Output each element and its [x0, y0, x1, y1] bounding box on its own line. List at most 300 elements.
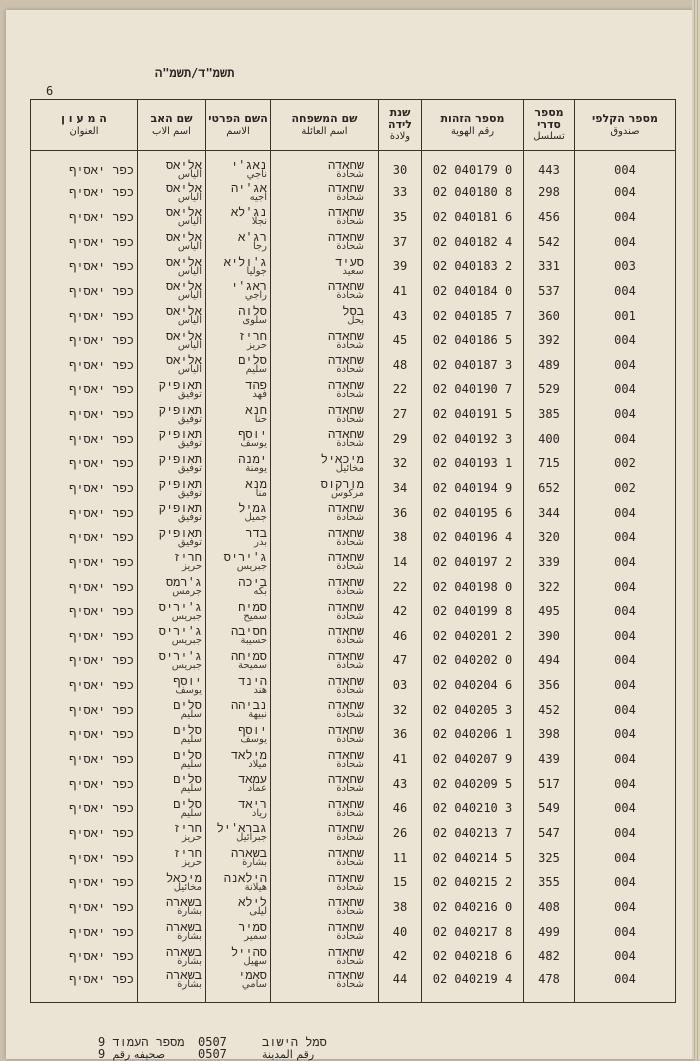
- birth-year-cell: 39: [379, 254, 422, 279]
- address-cell: כפר יאסיף: [31, 303, 138, 328]
- id-number-cell: 02 040192 3: [422, 426, 524, 451]
- birth-year-cell: 37: [379, 229, 422, 254]
- ballot-box-cell: 004: [575, 328, 676, 353]
- birth-year-cell: 22: [379, 574, 422, 599]
- table-row: [31, 550, 676, 575]
- ballot-box-cell: 004: [575, 648, 676, 673]
- serial-number-cell: 356: [524, 673, 575, 698]
- ballot-box-cell: 004: [575, 500, 676, 525]
- father-name-cell: ג'יריס جبريس: [138, 648, 206, 673]
- father-name-cell: ג'רמס جرمس: [138, 574, 206, 599]
- birth-year-cell: 46: [379, 796, 422, 821]
- address-cell: כפר יאסיף: [31, 254, 138, 279]
- ballot-box-cell: 004: [575, 870, 676, 895]
- ballot-box-cell: 004: [575, 821, 676, 846]
- birth-year-cell: 14: [379, 550, 422, 575]
- table-row: [31, 402, 676, 427]
- address-cell: כפר יאסיף: [31, 599, 138, 624]
- father-name-cell: סלים سليم: [138, 796, 206, 821]
- ballot-box-cell: 004: [575, 352, 676, 377]
- address-cell: כפר יאסיף: [31, 895, 138, 920]
- family-name-cell: שחאדה شحادة: [271, 845, 379, 870]
- first-name-cell: נאג'י ناجي: [206, 151, 271, 181]
- serial-number-cell: 517: [524, 771, 575, 796]
- col-header-family: שם המשפחה اسم العائلة: [271, 100, 379, 151]
- ballot-box-cell: 004: [575, 624, 676, 649]
- id-number-cell: 02 040206 1: [422, 722, 524, 747]
- id-number-cell: 02 040213 7: [422, 821, 524, 846]
- first-name-cell: יוסף يوسف: [206, 722, 271, 747]
- father-name-cell: סלים سليم: [138, 747, 206, 772]
- address-cell: כפר יאסיף: [31, 574, 138, 599]
- voter-register-table: [30, 99, 676, 1003]
- first-name-cell: חסיבה حسيبة: [206, 624, 271, 649]
- address-cell: כפר יאסיף: [31, 525, 138, 550]
- family-name-cell: שחאדה شحادة: [271, 328, 379, 353]
- table-row: [31, 624, 676, 649]
- serial-number-cell: 443: [524, 151, 575, 181]
- family-name-cell: סעיד سعيد: [271, 254, 379, 279]
- id-number-cell: 02 040194 9: [422, 476, 524, 501]
- first-name-cell: סלוה سلوى: [206, 303, 271, 328]
- father-name-cell: תאופיק توفيق: [138, 451, 206, 476]
- first-name-cell: חריז حريز: [206, 328, 271, 353]
- serial-number-cell: 478: [524, 969, 575, 1003]
- col-header-father: שם האב اسم الاب: [138, 100, 206, 151]
- family-name-cell: שחאדה شحادة: [271, 599, 379, 624]
- id-number-cell: 02 040190 7: [422, 377, 524, 402]
- address-cell: כפר יאסיף: [31, 624, 138, 649]
- serial-number-cell: 360: [524, 303, 575, 328]
- first-name-cell: בדר بدر: [206, 525, 271, 550]
- table-row: [31, 328, 676, 353]
- ballot-box-cell: 004: [575, 205, 676, 230]
- father-name-cell: אליאס الياس: [138, 254, 206, 279]
- family-name-cell: שחאדה شحادة: [271, 944, 379, 969]
- father-name-cell: תאופיק توفيق: [138, 476, 206, 501]
- father-name-cell: סלים سليم: [138, 771, 206, 796]
- family-name-cell: שחאדה شحادة: [271, 205, 379, 230]
- family-name-cell: שחאדה شحادة: [271, 673, 379, 698]
- family-name-cell: שחאדה شحادة: [271, 919, 379, 944]
- ballot-box-cell: 004: [575, 426, 676, 451]
- father-name-cell: אליאס الياس: [138, 279, 206, 304]
- family-name-cell: שחאדה شحادة: [271, 550, 379, 575]
- table-row: [31, 352, 676, 377]
- table-row: [31, 205, 676, 230]
- id-number-cell: 02 040199 8: [422, 599, 524, 624]
- family-name-cell: שחאדה شحادة: [271, 229, 379, 254]
- ballot-box-cell: 004: [575, 771, 676, 796]
- birth-year-cell: 47: [379, 648, 422, 673]
- birth-year-cell: 35: [379, 205, 422, 230]
- first-name-cell: פהד فهد: [206, 377, 271, 402]
- table-row: [31, 151, 676, 181]
- table-row: [31, 229, 676, 254]
- ballot-box-cell: 003: [575, 254, 676, 279]
- page-edge: [692, 0, 700, 1059]
- address-cell: כפר יאסיף: [31, 722, 138, 747]
- birth-year-cell: 42: [379, 599, 422, 624]
- serial-number-cell: 344: [524, 500, 575, 525]
- address-cell: כפר יאסיף: [31, 229, 138, 254]
- first-name-cell: הילאנה هيلانة: [206, 870, 271, 895]
- ballot-box-cell: 004: [575, 944, 676, 969]
- footer-settlement-label: סמל הישוב رقم المدينة: [262, 1035, 327, 1061]
- page-number: 6: [46, 84, 54, 98]
- col-header-birth: שנת לידה ولادة: [379, 100, 422, 151]
- first-name-cell: ביכה بكه: [206, 574, 271, 599]
- table-row: [31, 747, 676, 772]
- birth-year-cell: 45: [379, 328, 422, 353]
- first-name-cell: סהייל سهيل: [206, 944, 271, 969]
- father-name-cell: אליאס الياس: [138, 352, 206, 377]
- serial-number-cell: 385: [524, 402, 575, 427]
- serial-number-cell: 549: [524, 796, 575, 821]
- ballot-box-cell: 004: [575, 279, 676, 304]
- first-name-cell: סמיח سميح: [206, 599, 271, 624]
- birth-year-cell: 46: [379, 624, 422, 649]
- family-name-cell: שחאדה شحادة: [271, 969, 379, 1003]
- father-name-cell: אליאס الياس: [138, 151, 206, 181]
- table-row: [31, 771, 676, 796]
- birth-year-cell: 41: [379, 279, 422, 304]
- serial-number-cell: 452: [524, 697, 575, 722]
- family-name-cell: שחאדה شحادة: [271, 870, 379, 895]
- first-name-cell: ג'יריס جبريس: [206, 550, 271, 575]
- father-name-cell: חריז حريز: [138, 550, 206, 575]
- family-name-cell: שחאדה شحادة: [271, 648, 379, 673]
- father-name-cell: אליאס الياس: [138, 328, 206, 353]
- family-name-cell: שחאדה شحادة: [271, 895, 379, 920]
- ballot-box-cell: 004: [575, 151, 676, 181]
- birth-year-cell: 33: [379, 180, 422, 205]
- address-cell: כפר יאסיף: [31, 180, 138, 205]
- ballot-box-cell: 004: [575, 845, 676, 870]
- first-name-cell: יוסף يوسف: [206, 426, 271, 451]
- id-number-cell: 02 040180 8: [422, 180, 524, 205]
- id-number-cell: 02 040195 6: [422, 500, 524, 525]
- ballot-box-cell: 004: [575, 377, 676, 402]
- family-name-cell: שחאדה شحادة: [271, 500, 379, 525]
- id-number-cell: 02 040201 2: [422, 624, 524, 649]
- serial-number-cell: 320: [524, 525, 575, 550]
- id-number-cell: 02 040202 0: [422, 648, 524, 673]
- first-name-cell: מילאד ميلاد: [206, 747, 271, 772]
- ballot-box-cell: 004: [575, 574, 676, 599]
- birth-year-cell: 36: [379, 722, 422, 747]
- serial-number-cell: 331: [524, 254, 575, 279]
- table-row: [31, 944, 676, 969]
- ballot-box-cell: 004: [575, 969, 676, 1003]
- father-name-cell: יוסף يوسف: [138, 673, 206, 698]
- first-name-cell: הינד هند: [206, 673, 271, 698]
- table-row: [31, 796, 676, 821]
- family-name-cell: שחאדה شحادة: [271, 279, 379, 304]
- id-number-cell: 02 040198 0: [422, 574, 524, 599]
- address-cell: כפר יאסיף: [31, 673, 138, 698]
- table-row: [31, 377, 676, 402]
- family-name-cell: שחאדה شحادة: [271, 771, 379, 796]
- family-name-cell: מורקוס مركوس: [271, 476, 379, 501]
- father-name-cell: תאופיק توفيق: [138, 500, 206, 525]
- table-row: [31, 870, 676, 895]
- family-name-cell: בסל بحل: [271, 303, 379, 328]
- table-row: [31, 697, 676, 722]
- table-row: [31, 648, 676, 673]
- col-header-id: מספר הזהות رقم الهوية: [422, 100, 524, 151]
- id-number-cell: 02 040205 3: [422, 697, 524, 722]
- serial-number-cell: 325: [524, 845, 575, 870]
- family-name-cell: שחאדה شحادة: [271, 697, 379, 722]
- id-number-cell: 02 040215 2: [422, 870, 524, 895]
- father-name-cell: בשארה بشارة: [138, 919, 206, 944]
- ballot-box-cell: 004: [575, 895, 676, 920]
- table-row: [31, 303, 676, 328]
- table-row: [31, 919, 676, 944]
- first-name-cell: סאמי سامي: [206, 969, 271, 1003]
- ballot-box-cell: 001: [575, 303, 676, 328]
- birth-year-cell: 27: [379, 402, 422, 427]
- table-header-row: [31, 100, 676, 151]
- birth-year-cell: 32: [379, 697, 422, 722]
- birth-year-cell: 43: [379, 303, 422, 328]
- id-number-cell: 02 040216 0: [422, 895, 524, 920]
- family-name-cell: שחאדה شحادة: [271, 796, 379, 821]
- birth-year-cell: 32: [379, 451, 422, 476]
- col-header-address: ה מ ע ו ן العنوان: [31, 100, 138, 151]
- family-name-cell: שחאדה شحادة: [271, 352, 379, 377]
- address-cell: כפר יאסיף: [31, 451, 138, 476]
- first-name-cell: חנא حنا: [206, 402, 271, 427]
- birth-year-cell: 38: [379, 525, 422, 550]
- birth-year-cell: 30: [379, 151, 422, 181]
- serial-number-cell: 392: [524, 328, 575, 353]
- table-row: [31, 476, 676, 501]
- first-name-cell: סמיחה سميحة: [206, 648, 271, 673]
- address-cell: כפר יאסיף: [31, 328, 138, 353]
- father-name-cell: אליאס الياس: [138, 229, 206, 254]
- family-name-cell: מיכאיל مخائيل: [271, 451, 379, 476]
- table-row: [31, 599, 676, 624]
- serial-number-cell: 400: [524, 426, 575, 451]
- first-name-cell: לילא ليلى: [206, 895, 271, 920]
- id-number-cell: 02 040182 4: [422, 229, 524, 254]
- id-number-cell: 02 040183 2: [422, 254, 524, 279]
- ballot-box-cell: 004: [575, 599, 676, 624]
- address-cell: כפר יאסיף: [31, 821, 138, 846]
- id-number-cell: 02 040218 6: [422, 944, 524, 969]
- father-name-cell: חריז حريز: [138, 845, 206, 870]
- ballot-box-cell: 002: [575, 451, 676, 476]
- table-row: [31, 180, 676, 205]
- serial-number-cell: 390: [524, 624, 575, 649]
- father-name-cell: בשארה بشارة: [138, 969, 206, 1003]
- address-cell: כפר יאסיף: [31, 402, 138, 427]
- serial-number-cell: 408: [524, 895, 575, 920]
- ballot-box-cell: 004: [575, 919, 676, 944]
- family-name-cell: שחאדה شحادة: [271, 722, 379, 747]
- birth-year-cell: 40: [379, 919, 422, 944]
- col-header-ballot: מספר הקלפי صندوق: [575, 100, 676, 151]
- first-name-cell: ראג'י راجي: [206, 279, 271, 304]
- address-cell: כפר יאסיף: [31, 747, 138, 772]
- serial-number-cell: 494: [524, 648, 575, 673]
- table-row: [31, 969, 676, 1003]
- first-name-cell: בשארה بشارة: [206, 845, 271, 870]
- address-cell: כפר יאסיף: [31, 151, 138, 181]
- father-name-cell: אליאס الياس: [138, 205, 206, 230]
- id-number-cell: 02 040184 0: [422, 279, 524, 304]
- birth-year-cell: 38: [379, 895, 422, 920]
- birth-year-cell: 44: [379, 969, 422, 1003]
- family-name-cell: שחאדה شحادة: [271, 377, 379, 402]
- address-cell: כפר יאסיף: [31, 426, 138, 451]
- father-name-cell: תאופיק توفيق: [138, 402, 206, 427]
- address-cell: כפר יאסיף: [31, 969, 138, 1003]
- serial-number-cell: 499: [524, 919, 575, 944]
- birth-year-cell: 03: [379, 673, 422, 698]
- id-number-cell: 02 040196 4: [422, 525, 524, 550]
- address-cell: כפר יאסיף: [31, 870, 138, 895]
- serial-number-cell: 298: [524, 180, 575, 205]
- first-name-cell: עמאד عماد: [206, 771, 271, 796]
- table-row: [31, 895, 676, 920]
- first-name-cell: ג'וליא جوليا: [206, 254, 271, 279]
- address-cell: כפר יאסיף: [31, 919, 138, 944]
- id-number-cell: 02 040187 3: [422, 352, 524, 377]
- family-name-cell: שחאדה شحادة: [271, 525, 379, 550]
- first-name-cell: גמיל جميل: [206, 500, 271, 525]
- first-name-cell: רג'א رجا: [206, 229, 271, 254]
- ballot-box-cell: 004: [575, 180, 676, 205]
- birth-year-cell: 34: [379, 476, 422, 501]
- family-name-cell: שחאדה شحادة: [271, 402, 379, 427]
- first-name-cell: סמיר سمير: [206, 919, 271, 944]
- id-number-cell: 02 040193 1: [422, 451, 524, 476]
- serial-number-cell: 495: [524, 599, 575, 624]
- family-name-cell: שחאדה شحادة: [271, 821, 379, 846]
- col-header-first: השם הפרטי الاسم: [206, 100, 271, 151]
- first-name-cell: ימנה يومنة: [206, 451, 271, 476]
- father-name-cell: תאופיק توفيق: [138, 525, 206, 550]
- table-row: [31, 426, 676, 451]
- ballot-box-cell: 004: [575, 747, 676, 772]
- father-name-cell: ג'יריס جبريس: [138, 624, 206, 649]
- first-name-cell: סלים سليم: [206, 352, 271, 377]
- father-name-cell: תאופיק توفيق: [138, 426, 206, 451]
- address-cell: כפר יאסיף: [31, 771, 138, 796]
- serial-number-cell: 398: [524, 722, 575, 747]
- serial-number-cell: 355: [524, 870, 575, 895]
- col-header-serial: מספר סדרי تسلسل: [524, 100, 575, 151]
- father-name-cell: מיכאל مخائيل: [138, 870, 206, 895]
- ballot-box-cell: 004: [575, 229, 676, 254]
- address-cell: כפר יאסיף: [31, 845, 138, 870]
- serial-number-cell: 652: [524, 476, 575, 501]
- id-number-cell: 02 040214 5: [422, 845, 524, 870]
- serial-number-cell: 537: [524, 279, 575, 304]
- father-name-cell: בשארה بشارة: [138, 944, 206, 969]
- id-number-cell: 02 040191 5: [422, 402, 524, 427]
- birth-year-cell: 41: [379, 747, 422, 772]
- address-cell: כפר יאסיף: [31, 500, 138, 525]
- table-row: [31, 673, 676, 698]
- id-number-cell: 02 040209 5: [422, 771, 524, 796]
- id-number-cell: 02 040219 4: [422, 969, 524, 1003]
- ballot-box-cell: 004: [575, 673, 676, 698]
- address-cell: כפר יאסיף: [31, 697, 138, 722]
- ballot-box-cell: 004: [575, 796, 676, 821]
- footer-settlement-code: 0507 0507: [198, 1035, 227, 1061]
- father-name-cell: בשארה بشارة: [138, 895, 206, 920]
- serial-number-cell: 489: [524, 352, 575, 377]
- father-name-cell: אליאס الياس: [138, 180, 206, 205]
- address-cell: כפר יאסיף: [31, 648, 138, 673]
- serial-number-cell: 715: [524, 451, 575, 476]
- table-row: [31, 451, 676, 476]
- family-name-cell: שחאדה شحادة: [271, 624, 379, 649]
- birth-year-cell: 48: [379, 352, 422, 377]
- birth-year-cell: 26: [379, 821, 422, 846]
- table-row: [31, 574, 676, 599]
- address-cell: כפר יאסיף: [31, 796, 138, 821]
- father-name-cell: חריז حريز: [138, 821, 206, 846]
- table-row: [31, 525, 676, 550]
- id-number-cell: 02 040185 7: [422, 303, 524, 328]
- address-cell: כפר יאסיף: [31, 352, 138, 377]
- ballot-box-cell: 004: [575, 525, 676, 550]
- ballot-box-cell: 004: [575, 550, 676, 575]
- serial-number-cell: 542: [524, 229, 575, 254]
- id-number-cell: 02 040217 8: [422, 919, 524, 944]
- serial-number-cell: 529: [524, 377, 575, 402]
- address-cell: כפר יאסיף: [31, 476, 138, 501]
- table-row: [31, 845, 676, 870]
- birth-year-cell: 22: [379, 377, 422, 402]
- serial-number-cell: 339: [524, 550, 575, 575]
- birth-year-cell: 29: [379, 426, 422, 451]
- father-name-cell: אליאס الياس: [138, 303, 206, 328]
- serial-number-cell: 322: [524, 574, 575, 599]
- id-number-cell: 02 040181 6: [422, 205, 524, 230]
- table-row: [31, 500, 676, 525]
- first-name-cell: ריאד رياد: [206, 796, 271, 821]
- ballot-box-cell: 004: [575, 402, 676, 427]
- first-name-cell: אג'יה اجيه: [206, 180, 271, 205]
- id-number-cell: 02 040186 5: [422, 328, 524, 353]
- serial-number-cell: 547: [524, 821, 575, 846]
- first-name-cell: גברא'יל جبرائيل: [206, 821, 271, 846]
- serial-number-cell: 439: [524, 747, 575, 772]
- birth-year-cell: 43: [379, 771, 422, 796]
- first-name-cell: נג'לא نجلا: [206, 205, 271, 230]
- father-name-cell: תאופיק توفيق: [138, 377, 206, 402]
- footer-page-label: 9 מספר העמוד 9 صحيفه رقم: [98, 1035, 185, 1061]
- id-number-cell: 02 040179 0: [422, 151, 524, 181]
- father-name-cell: ג'יריס جبريس: [138, 599, 206, 624]
- id-number-cell: 02 040204 6: [422, 673, 524, 698]
- father-name-cell: סלים سليم: [138, 722, 206, 747]
- id-number-cell: 02 040210 3: [422, 796, 524, 821]
- first-name-cell: מנא منا: [206, 476, 271, 501]
- family-name-cell: שחאדה شحادة: [271, 747, 379, 772]
- table-row: [31, 821, 676, 846]
- serial-number-cell: 482: [524, 944, 575, 969]
- ballot-box-cell: 004: [575, 697, 676, 722]
- id-number-cell: 02 040207 9: [422, 747, 524, 772]
- address-cell: כפר יאסיף: [31, 377, 138, 402]
